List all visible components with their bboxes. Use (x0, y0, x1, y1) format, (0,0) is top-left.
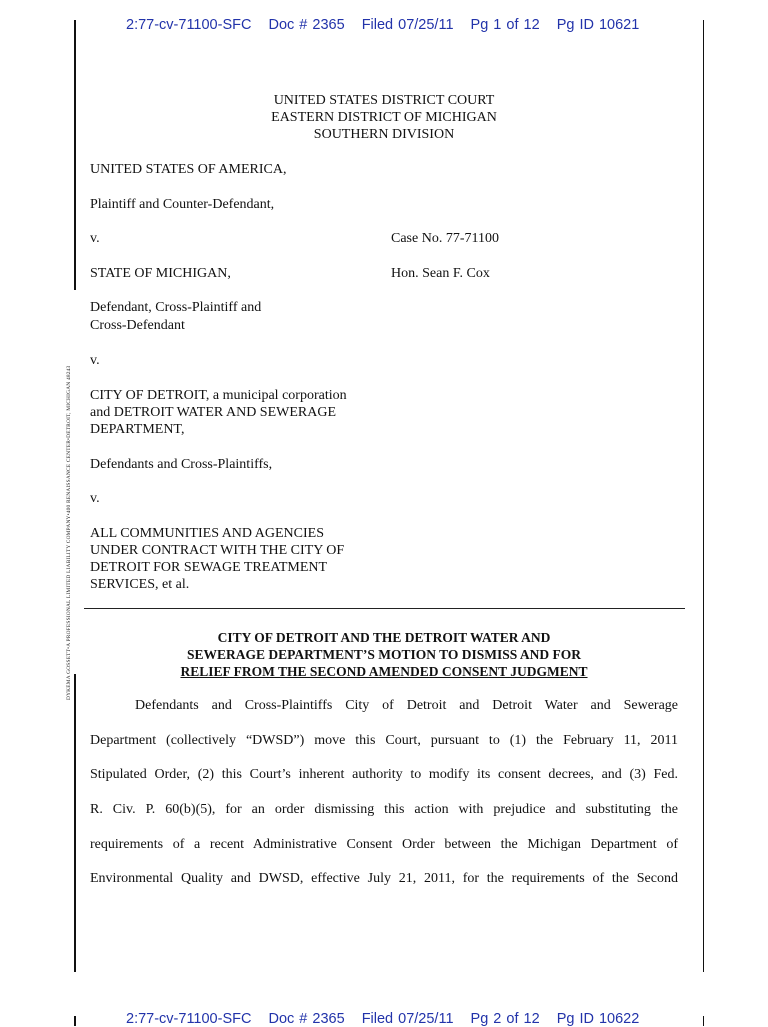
party-communities: UNDER CONTRACT WITH THE CITY OF (90, 543, 345, 558)
motion-title-underlined: RELIEF FROM THE SECOND AMENDED CONSENT JUDGMENT (180, 664, 588, 679)
body-line: Stipulated Order, (2) this Court’s inherent authority to modify its consent decrees, and (3) Fed. (90, 767, 678, 782)
case-number-caption: Case No. 77-71100 (391, 231, 499, 246)
right-margin-line (703, 1016, 704, 1026)
court-division: SOUTHERN DIVISION (313, 127, 455, 142)
body-line: R. Civ. P. 60(b)(5), for an order dismissing this action with prejudice and substituting the (90, 802, 678, 817)
body-line: Defendants and Cross-Plaintiffs City of Detroit and Detroit Water and Sewerage (135, 698, 678, 713)
firm-sideline: DYKEMA GOSSETT•A PROFESSIONAL LIMITED LIABILITY COMPANY•400 RENAISSANCE CENTER•DETROIT, MICHIGAN 48243 (66, 365, 72, 700)
page-id: Pg ID 10621 (556, 17, 640, 33)
page-id: Pg ID 10622 (556, 1011, 640, 1027)
doc-number: Doc # 2365 (268, 17, 345, 33)
versus: v. (90, 231, 100, 246)
versus: v. (90, 491, 100, 506)
body-line: requirements of a recent Administrative Consent Order between the Michigan Department of (90, 837, 678, 852)
judge-name: Hon. Sean F. Cox (391, 266, 490, 281)
left-margin-line (74, 20, 76, 290)
party-defendant-role: Cross-Defendant (90, 318, 185, 333)
party-communities: ALL COMMUNITIES AND AGENCIES (90, 526, 324, 541)
filed-date: Filed 07/25/11 (361, 17, 454, 33)
party-city: and DETROIT WATER AND SEWERAGE (90, 405, 337, 420)
party-plaintiff-role: Plaintiff and Counter-Defendant, (90, 197, 275, 212)
court-name: UNITED STATES DISTRICT COURT (273, 93, 495, 108)
body-line: Environmental Quality and DWSD, effective July 21, 2011, for the requirements of the Second (90, 871, 678, 886)
left-margin-line (74, 674, 76, 972)
left-margin-line (74, 1016, 76, 1026)
party-city: DEPARTMENT, (90, 422, 185, 437)
case-number: 2:77-cv-71100-SFC (126, 17, 252, 33)
page-number: Pg 1 of 12 (470, 17, 540, 33)
party-city: CITY OF DETROIT, a municipal corporation (90, 388, 347, 403)
motion-title: CITY OF DETROIT AND THE DETROIT WATER AND (217, 630, 551, 645)
party-defendant: STATE OF MICHIGAN, (90, 266, 231, 281)
party-plaintiff: UNITED STATES OF AMERICA, (90, 162, 287, 177)
party-communities: DETROIT FOR SEWAGE TREATMENT (90, 560, 328, 575)
case-number: 2:77-cv-71100-SFC (126, 1011, 252, 1027)
party-communities: SERVICES, et al. (90, 577, 190, 592)
page-number: Pg 2 of 12 (470, 1011, 540, 1027)
court-district: EASTERN DISTRICT OF MICHIGAN (271, 110, 497, 125)
doc-number: Doc # 2365 (268, 1011, 345, 1027)
page-header (126, 1011, 651, 1027)
page-header (126, 17, 651, 33)
right-margin-line (703, 20, 704, 972)
motion-title (0, 663, 768, 680)
body-line: Department (collectively “DWSD”) move this Court, pursuant to (1) the February 11, 2011 (90, 733, 678, 748)
versus: v. (90, 353, 100, 368)
party-city-role: Defendants and Cross-Plaintiffs, (90, 457, 273, 472)
caption-divider (84, 608, 685, 609)
motion-title: SEWERAGE DEPARTMENT’S MOTION TO DISMISS AND FOR (186, 647, 582, 662)
filed-date: Filed 07/25/11 (361, 1011, 454, 1027)
party-defendant-role: Defendant, Cross-Plaintiff and (90, 300, 262, 315)
